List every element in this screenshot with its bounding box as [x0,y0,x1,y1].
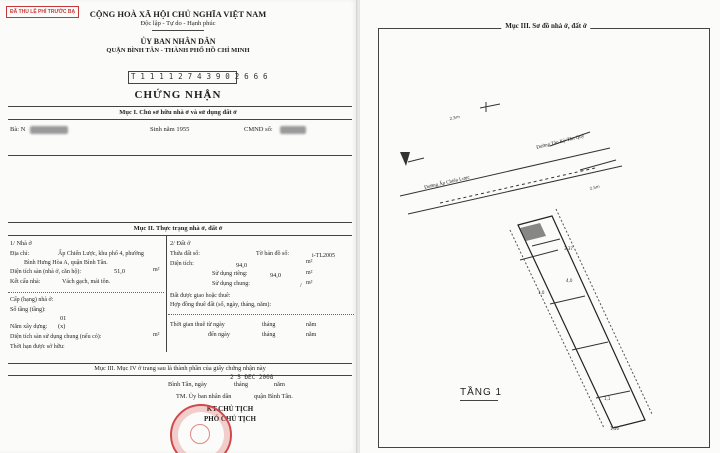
signing-month-label: tháng [234,381,248,388]
land-title: 2/ Đất ở [170,240,191,247]
floor-area-unit: m² [153,267,160,273]
national-motto: Độc lập - Tự do - Hạnh phúc [140,20,216,27]
section3-note: Mục III. Mục IV ở trang sau là thành phần của giấy chứng nhận này [94,365,266,372]
house-address-value-2: Bình Hưng Hòa A, quận Bình Tân. [24,260,108,266]
land-area-label: Diện tích: [170,261,194,267]
house-grade-label: Cấp (hạng) nhà ở: [10,297,54,303]
private-use-value: 94,0 [270,272,282,279]
shared-use-unit: m² [306,280,313,286]
district-title: QUẬN BÌNH TÂN - THÀNH PHỐ HỒ CHÍ MINH [106,47,250,54]
map-sheet-value: i-TL2005 [312,253,335,259]
floor-area-value: 51,0 [114,268,126,275]
floor-area-label: Diện tích sàn (nhà ở, căn hộ): [10,269,81,275]
svg-text:3,37: 3,37 [564,246,573,251]
shared-floor-area-unit: m² [153,332,160,338]
floors-label: Số tầng (tầng): [10,307,46,313]
land-area-unit: m² [306,259,313,265]
svg-text:2,5m: 2,5m [449,113,461,121]
shared-use-label: Sử dụng chung: [212,281,250,287]
house-address-label: Địa chỉ: [10,251,30,257]
house-title: 1/ Nhà ở [10,240,32,247]
signer-line: TM. Ủy ban nhân dân [176,393,232,400]
year-built-label: Năm xây dựng: [10,324,48,330]
map-section-heading: Mục III. Sơ đồ nhà ở, đất ở [501,23,590,30]
certificate-title: CHỨNG NHẬN [134,89,222,101]
road-side-label: Đường Tân Kỳ Tân Quý [536,134,585,151]
svg-text:2,5m: 2,5m [589,183,601,191]
road-main-label: Đường Ấp Chiến Lược [424,175,471,191]
lease-from-year-label: năm [306,322,317,328]
signing-year-label: năm [274,381,285,388]
private-use-label: Sử dụng riêng: [212,271,248,277]
year-built-value: (x) [58,323,66,330]
owner-name-redacted [30,126,68,134]
lease-from-month-label: tháng [262,322,276,328]
private-use-unit: m² [306,270,313,276]
svg-text:1,1: 1,1 [604,396,611,401]
nation-title: CỘNG HOÀ XÃ HỘI CHỦ NGHĨA VIỆT NAM [89,9,267,19]
svg-text:4,0: 4,0 [566,278,573,283]
lease-contract-label: Hợp đồng thuê đất (số, ngày, tháng, năm): [170,302,272,308]
id-label: CMND số: [244,126,273,133]
signer-title: KT.CHỦ TỊCH [206,405,254,413]
signing-place: Bình Tân, ngày [168,381,207,388]
floor-label: TẦNG 1 [460,387,503,398]
lease-from-label: Thời gian thuê từ ngày [170,322,225,328]
fee-paid-stamp: ĐÃ THU LỆ PHÍ TRƯỚC BẠ [6,6,79,18]
shared-floor-area-label: Diện tích sàn sử dụng chung (nếu có): [10,334,102,340]
issuer-title: ỦY BAN NHÂN DÂN [140,37,216,46]
owner-label: Bà: N [10,126,26,133]
owner-birth: Sinh năm 1955 [150,126,190,133]
certificate-front-page [0,0,357,453]
svg-text:1,0: 1,0 [538,290,545,295]
section1-heading: Mục I. Chủ sở hữu nhà ở và sử dụng đất ở [119,109,237,116]
lease-to-label: đến ngày [208,332,230,338]
id-number-redacted [280,126,306,134]
parcel-label: Thửa đất số: [170,251,200,257]
lease-to-month-label: tháng [262,332,276,338]
structure-label: Kết cấu nhà: [10,279,41,285]
serial-number: T 1 1 1 1 2 7 4 3 9 0 2 6 6 6 [131,72,268,81]
signer-district: quận Bình Tân. [254,393,293,400]
section2-heading: Mục II. Thực trạng nhà ở, đất ở [133,225,223,232]
ownership-duration-label: Thời hạn được sở hữu: [10,344,65,350]
floors-value: 01 [60,315,67,322]
land-area-value: 94,0 [236,262,248,269]
certificate-map-page [360,0,720,453]
map-sheet-label: Tờ bản đồ số: [256,251,290,257]
signer-subtitle: PHÓ CHỦ TỊCH [204,415,256,423]
shared-use-value: / [300,282,302,289]
house-address-value: Ấp Chiến Lược, khu phố 4, phường [58,251,144,257]
site-plan-drawing [360,0,720,453]
svg-text:1,56: 1,56 [610,426,619,431]
structure-value: Vách gạch, mái tôn. [62,279,111,285]
lease-to-year-label: năm [306,332,317,338]
land-allocation-label: Đất được giao hoặc thuê: [170,293,231,299]
signing-date-stamp: 2 5 ĐEC 2008 [230,374,274,381]
